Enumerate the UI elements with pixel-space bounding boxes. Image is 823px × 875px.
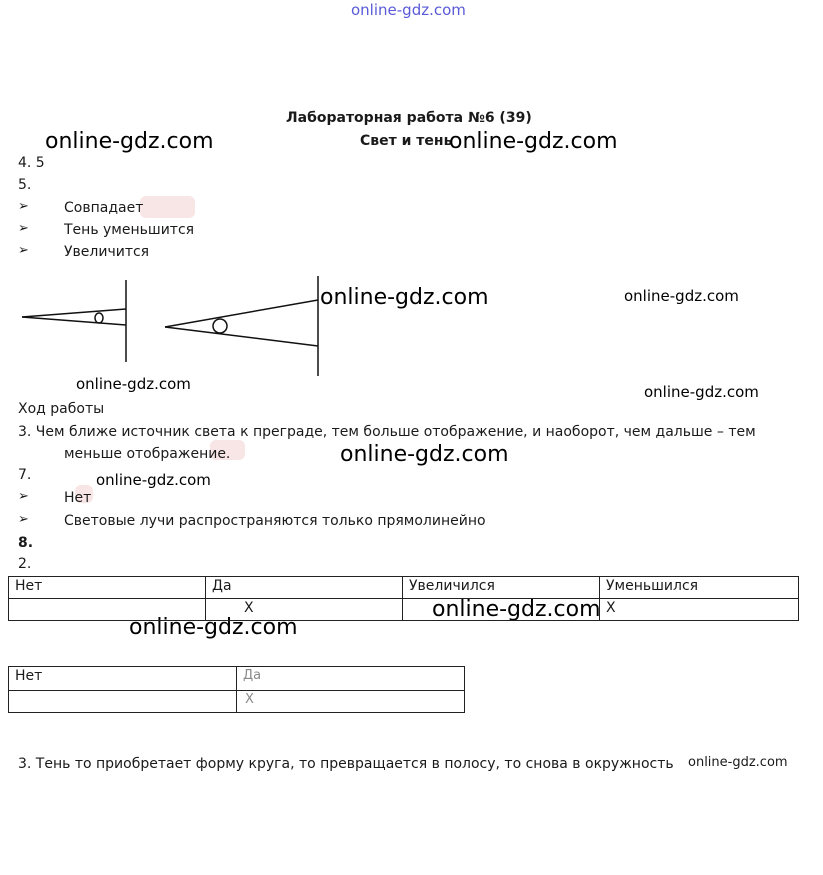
- header-watermark[interactable]: online-gdz.com: [351, 1, 466, 19]
- object-circle: [213, 319, 227, 333]
- section-heading: Ход работы: [18, 401, 105, 417]
- bullet-icon: ➢: [18, 221, 29, 236]
- table-header-row: [9, 577, 799, 599]
- table-cell: [403, 599, 600, 621]
- watermark: online-gdz.com: [76, 375, 191, 393]
- table-header: Да: [206, 577, 403, 599]
- final-answer: 3. Тень то приобретает форму круга, то превращается в полосу, то снова в окружность: [18, 756, 674, 772]
- table-header: Да: [237, 667, 465, 691]
- ray-line: [22, 317, 126, 325]
- answer-2: 2.: [18, 556, 32, 572]
- watermark: online-gdz.com: [432, 597, 601, 622]
- watermark: online-gdz.com: [320, 285, 489, 310]
- table-header: Уменьшился: [600, 577, 799, 599]
- table-header-row: [9, 667, 465, 691]
- watermark: online-gdz.com: [449, 129, 618, 154]
- list-item: Увеличится: [64, 244, 150, 260]
- page-subtitle: Свет и тень: [360, 133, 453, 149]
- ray-line: [165, 300, 318, 327]
- results-table-2: [8, 666, 465, 713]
- table-header: Нет: [9, 667, 237, 691]
- watermark: online-gdz.com: [129, 615, 298, 640]
- ink-blot: [140, 196, 195, 218]
- table-cell: X: [206, 599, 403, 621]
- table-row: [9, 691, 465, 713]
- table-header: Увеличился: [403, 577, 600, 599]
- watermark: online-gdz.com: [624, 287, 739, 305]
- watermark: online-gdz.com: [340, 442, 509, 467]
- table-cell: X: [600, 599, 799, 621]
- table-header: Нет: [9, 577, 206, 599]
- bullet-icon: ➢: [18, 243, 29, 258]
- list-item: Нет: [64, 490, 92, 506]
- watermark: online-gdz.com: [96, 471, 211, 489]
- list-item: Тень уменьшится: [64, 222, 195, 238]
- bullet-icon: ➢: [18, 512, 29, 527]
- list-item: Совпадает: [64, 200, 144, 216]
- table-cell: X: [237, 691, 465, 713]
- answer-3-line: меньше отображение.: [64, 446, 231, 462]
- watermark: online-gdz.com: [45, 129, 214, 154]
- answer-3-line: 3. Чем ближе источник света к преграде, тем больше отображение, и наоборот, чем дальше – тем: [18, 424, 756, 440]
- answer-4: 4. 5: [18, 155, 45, 171]
- answer-7: 7.: [18, 467, 32, 483]
- page-title: Лабораторная работа №6 (39): [286, 110, 532, 126]
- results-table: [8, 576, 799, 621]
- table-cell: [9, 599, 206, 621]
- answer-8: 8.: [18, 535, 34, 551]
- ray-line: [22, 309, 126, 317]
- watermark: online-gdz.com: [644, 383, 759, 401]
- shadow-diagram: [0, 270, 340, 380]
- answer-5: 5.: [18, 177, 32, 193]
- bullet-icon: ➢: [18, 199, 29, 214]
- bullet-icon: ➢: [18, 489, 29, 504]
- table-cell: [9, 691, 237, 713]
- object-circle: [95, 313, 103, 323]
- watermark: online-gdz.com: [688, 755, 788, 770]
- table-row: [9, 599, 799, 621]
- ray-line: [165, 327, 318, 346]
- list-item: Световые лучи распространяются только прямолинейно: [64, 513, 486, 529]
